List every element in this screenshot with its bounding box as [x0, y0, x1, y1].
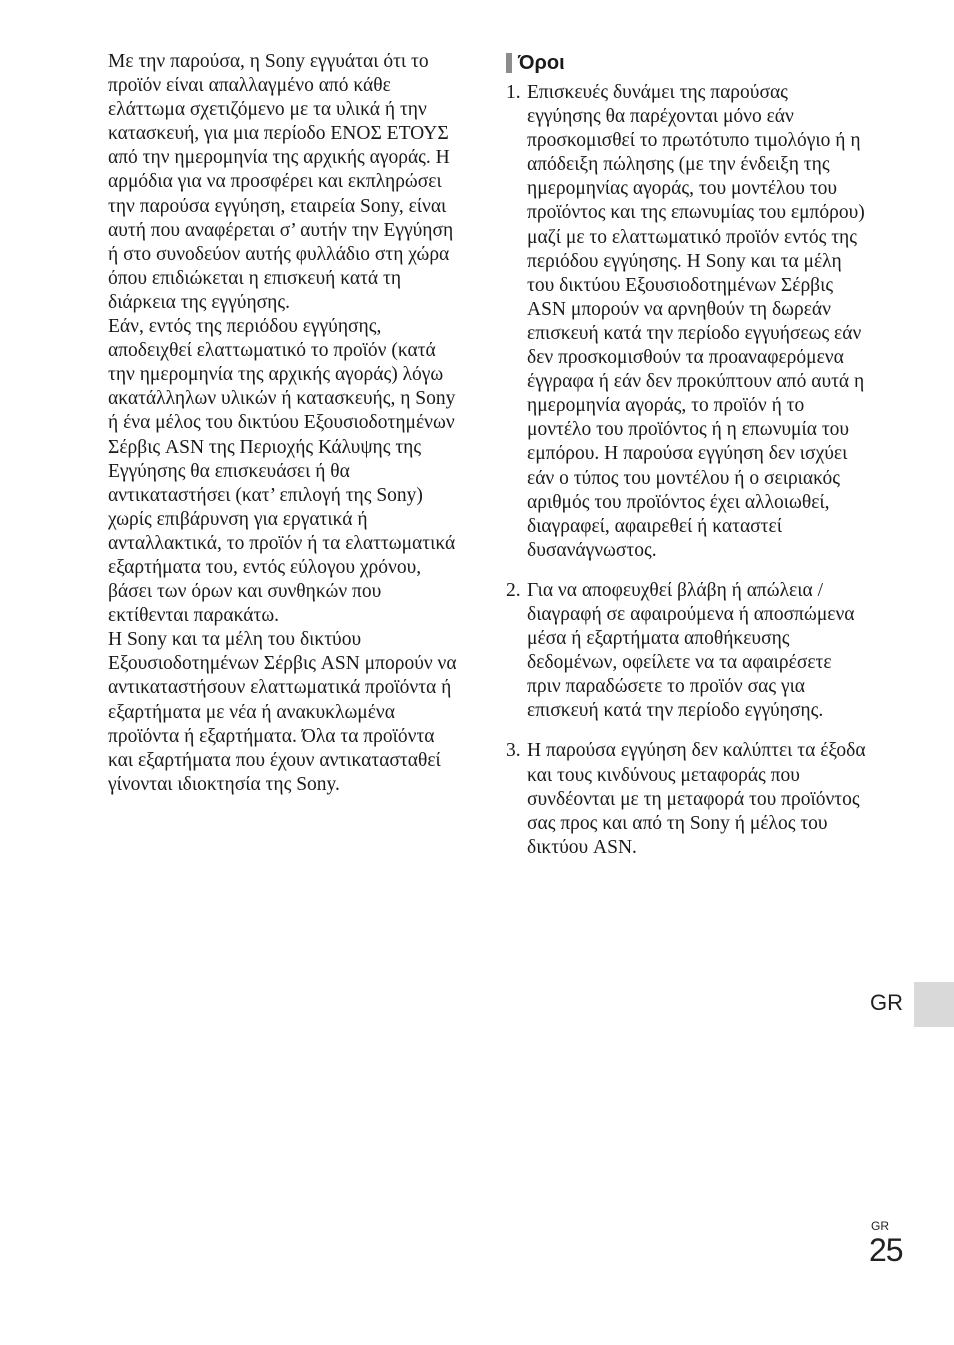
- term-number: 3.: [506, 740, 521, 762]
- paragraph-warranty-intro: Με την παρούσα, η Sony εγγυάται ότι το προϊόν είναι απαλλαγμένο από κάθε ελάττωμα σχετιζόμενο με τα υλικά ή την κατασκευή, για μια περίοδο ΕΝΟΣ ΕΤΟΥΣ από την ημερομηνία της αρχικής αγοράς. Η αρμόδια για να προσφέρει και εκπληρώσει την παρούσα εγγύηση, εταιρεία Sony, είναι αυτή που αναφέρεται σ’ αυτήν την Εγγύηση ή στο συνοδεύον αυτής φυλλάδιο στη χώρα όπου επιδιώκεται η επισκευή κατά τη διάρκεια της εγγύησης.: [108, 51, 454, 313]
- terms-list: [506, 81, 866, 860]
- language-tab: [914, 982, 954, 1027]
- term-text: Η παρούσα εγγύηση δεν καλύπτει τα έξοδα και τους κινδύνους μεταφοράς που συνδέονται με τη μεταφορά του προϊόντος σας προς και από τη Sony ή μέλος του δικτύου ASN.: [527, 740, 866, 858]
- language-tab-label: GR: [870, 990, 903, 1015]
- term-number: 2.: [506, 579, 521, 601]
- right-column: [506, 50, 866, 876]
- paragraph-warranty-replacement: Η Sony και τα μέλη του δικτύου Εξουσιοδοτημένων Σέρβις ASN μπορούν να αντικαταστήσουν ελαττωματικά προϊόντα ή εξαρτήματα με νέα ή ανακυκλωμένα προϊόντα ή εξαρτήματα. Όλα τα προϊόντα και εξαρτήματα που έχουν αντικατασταθεί γίνονται ιδιοκτησία της Sony.: [108, 629, 457, 795]
- term-item-3: [506, 739, 866, 859]
- heading-marker-icon: [506, 53, 512, 73]
- paragraph-warranty-repair: Εάν, εντός της περιόδου εγγύησης, αποδειχθεί ελαττωματικό το προϊόν (κατά την ημερομηνία της αρχικής αγοράς) λόγω ακατάλληλων υλικών ή κατασκευής, η Sony ή ένα μέλος του δικτύου Εξουσιοδοτημένων Σέρβις ASN της Περιοχής Κάλυψης της Εγγύησης θα επισκευάσει ή θα αντικαταστήσει (κατ’ επιλογή της Sony) χωρίς επιβάρυνση για εργατικά ή ανταλλακτικά, το προϊόν ή τα ελαττωματικά εξαρτήματα του, εντός εύλογου χρόνου, βάσει των όρων και συνθηκών που εκτίθενται παρακάτω.: [108, 316, 456, 627]
- term-text: Επισκευές δυνάμει της παρούσας εγγύησης θα παρέχονται μόνο εάν προσκομισθεί το πρωτότυπο τιμολόγιο ή η απόδειξη πώλησης (με την ένδειξη της ημερομηνίας αγοράς, του μοντέλου του προϊόντος και της επωνυμίας του εμπόρου) μαζί με το ελαττωματικό προϊόν εντός της περιόδου εγγύησης. Η Sony και τα μέλη του δικτύου Εξουσιοδοτημένων Σέρβις ASN μπορούν να αρνηθούν τη δωρεάν επισκευή κατά την περίοδο εγγυήσεως εάν δεν προσκομισθούν τα προαναφερόμενα έγγραφα ή εάν δεν προκύπτουν από αυτά η ημερομηνία αγοράς, το προϊόν ή το μοντέλο του προϊόντος ή η επωνυμία του εμπόρου. Η παρούσα εγγύηση δεν ισχύει εάν ο τύπος του μοντέλου ή ο σειριακός αριθμός του προϊόντος έχει αλλοιωθεί, διαγραφεί, αφαιρεθεί ή καταστεί δυσανάγνωστος.: [527, 82, 865, 561]
- term-number: 1.: [506, 82, 521, 103]
- terms-heading-text: Όροι: [518, 51, 565, 74]
- left-column: [108, 50, 460, 797]
- term-text: Για να αποφευχθεί βλάβη ή απώλεια / διαγραφή σε αφαιρούμενα ή αποσπώμενα μέσα ή εξαρτήματα αποθήκευσης δεδομένων, οφείλετε να τα αφαιρέσετε πριν παραδώσετε το προϊόν σας για επισκευή κατά την περίοδο εγγύησης.: [527, 579, 855, 722]
- term-item-1: [506, 81, 866, 563]
- term-item-2: [506, 579, 866, 724]
- footer-language: GR: [871, 1219, 889, 1233]
- page-number: 25: [869, 1232, 903, 1268]
- terms-heading: [506, 50, 866, 76]
